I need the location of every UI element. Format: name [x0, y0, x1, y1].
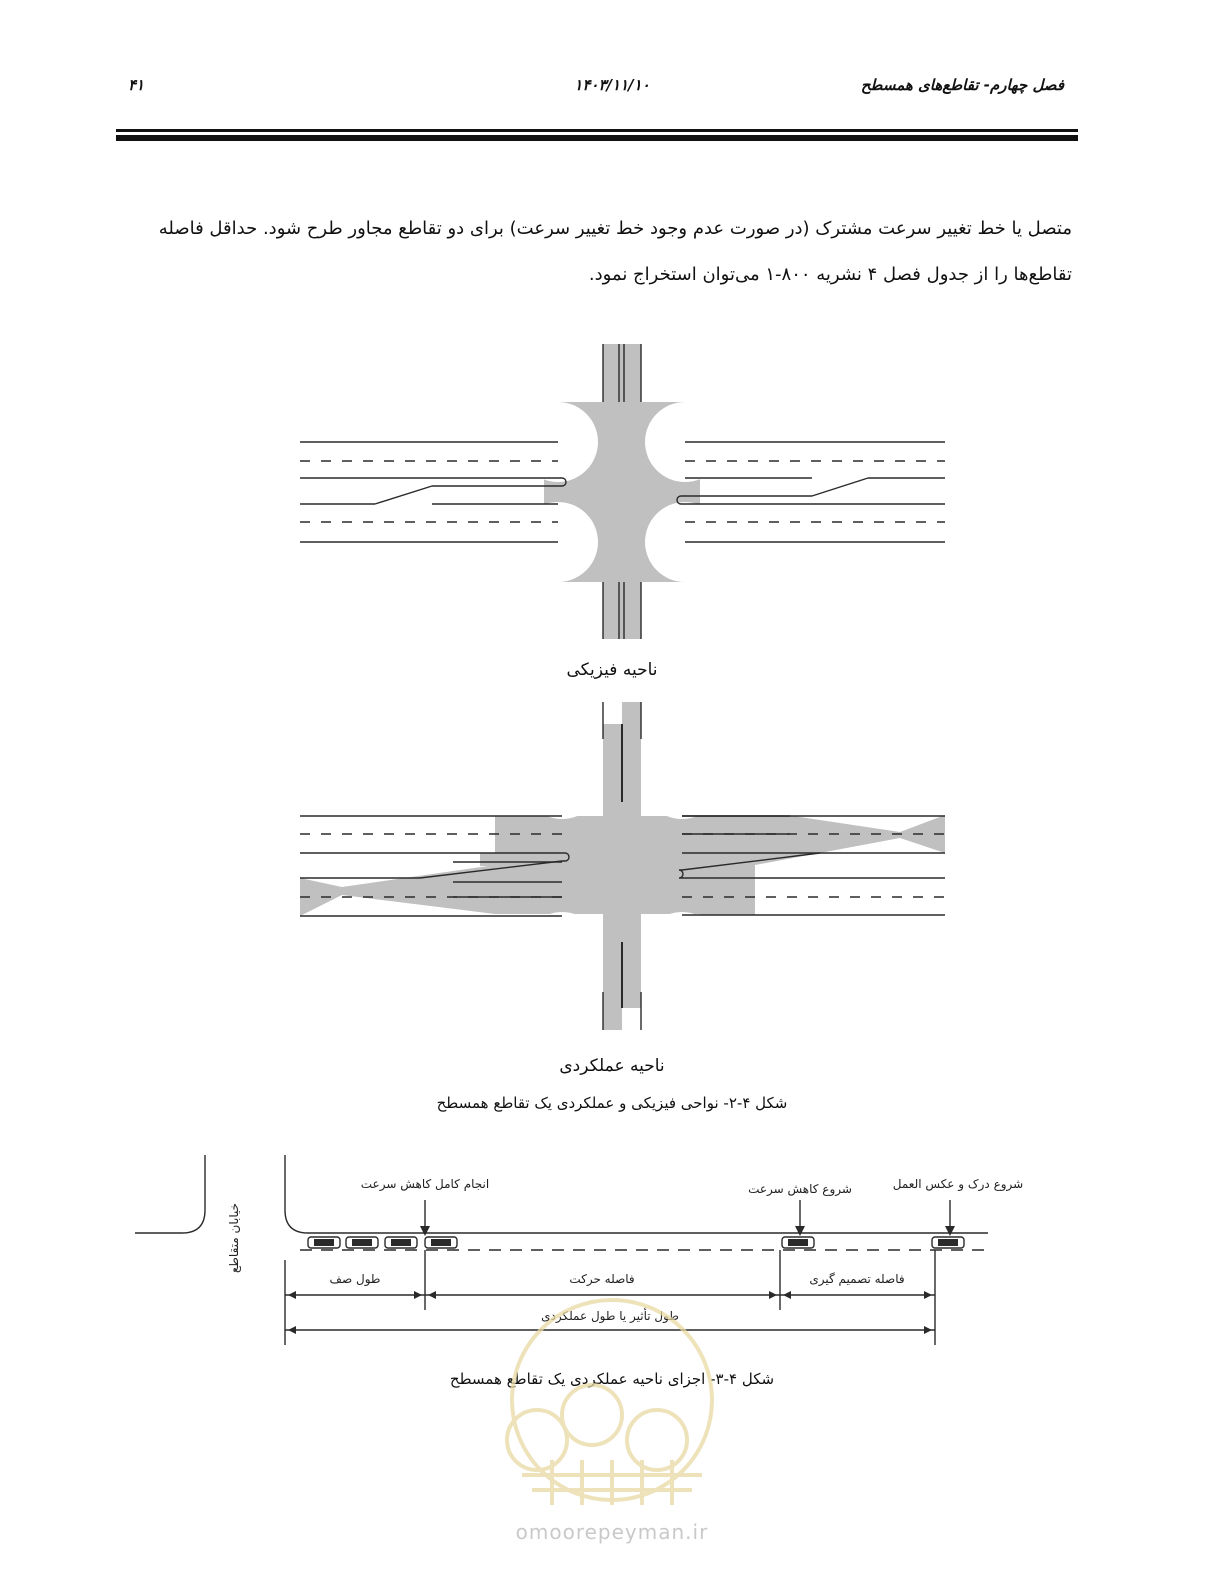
physical-area-label: ناحیه فیزیکی	[566, 660, 658, 680]
functional-area-diagram	[300, 702, 945, 1030]
influence-length-label: طول تأثیر یا طول عملکردی	[541, 1309, 679, 1323]
cross-street-label: خیابان متقاطع	[227, 1202, 241, 1274]
figure-4-2-caption: شکل ۴-۲- نواحی فیزیکی و عملکردی یک تقاطع همسطح	[436, 1094, 788, 1112]
paragraph-line-2: تقاطع‌ها را از جدول فصل ۴ نشریه ۸۰۰-۱ می‌توان استخراج نمود.	[588, 264, 1072, 285]
header-date: ۱۴۰۳/۱۱/۱۰	[574, 76, 650, 94]
decision-distance-label: فاصله تصمیم گیری	[809, 1272, 905, 1286]
header-rule-thin	[116, 129, 1078, 132]
physical-area-diagram	[300, 344, 945, 639]
paragraph-line-1: متصل یا خط تغییر سرعت مشترک (در صورت عدم وجود خط تغییر سرعت) برای دو تقاطع مجاور طرح شود. حداقل فاصله	[158, 218, 1072, 239]
functional-area-label: ناحیه عملکردی	[559, 1056, 665, 1076]
perception-reaction-label: شروع درک و عکس العمل	[892, 1177, 1024, 1191]
full-deceleration-label: انجام کامل کاهش سرعت	[360, 1177, 490, 1191]
header-rule-thick	[116, 135, 1078, 141]
chapter-title: فصل چهارم- تقاطع‌های همسطح	[860, 76, 1064, 94]
maneuver-distance-label: فاصله حرکت	[569, 1272, 635, 1286]
queue-length-label: طول صف	[329, 1272, 381, 1286]
page-number: ۴۱	[128, 76, 145, 94]
watermark-seal	[482, 1290, 742, 1520]
watermark-site: omoorepeyman.ir	[515, 1520, 709, 1544]
figure-4-3-caption: شکل ۴-۳- اجزای ناحیه عملکردی یک تقاطع همسطح	[449, 1370, 775, 1388]
start-deceleration-label: شروع کاهش سرعت	[748, 1182, 852, 1196]
